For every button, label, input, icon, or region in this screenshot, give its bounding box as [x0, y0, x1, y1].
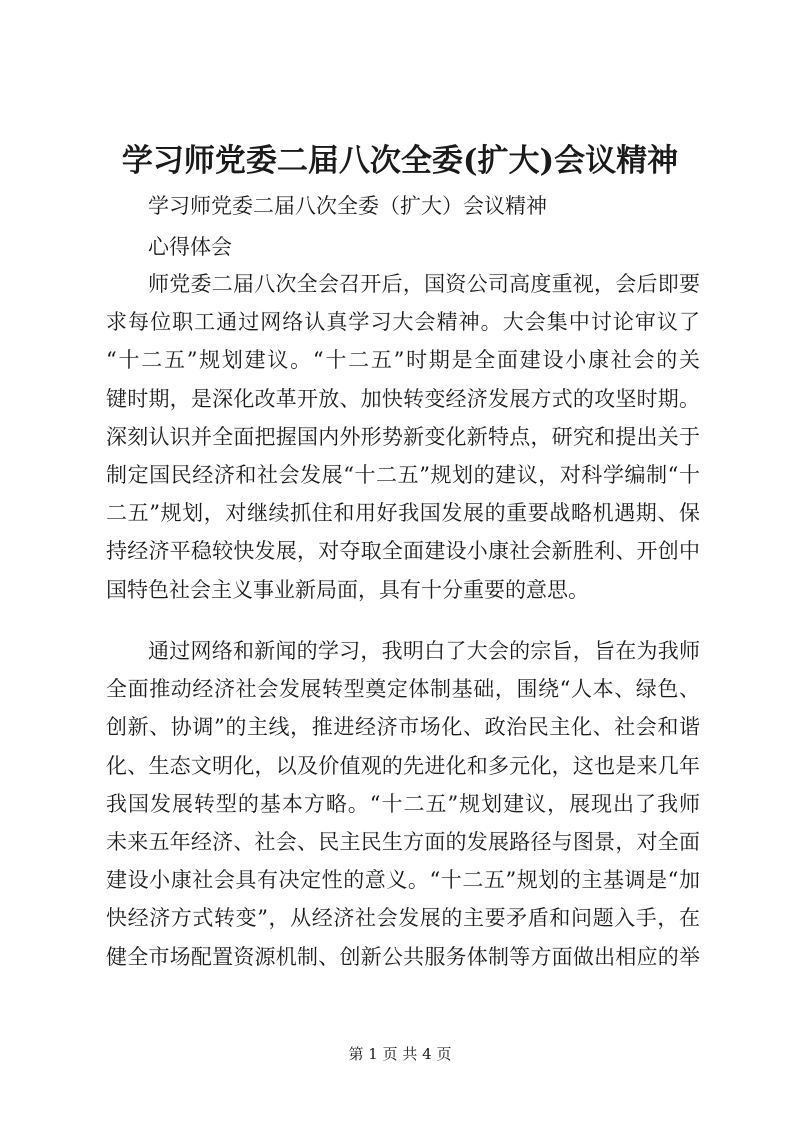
- subtitle-line-1: 学习师党委二届八次全委（扩大）会议精神: [148, 194, 547, 218]
- paragraph-line: “十二五”规划建议。“十二五”时期是全面建设小康社会的关: [106, 348, 700, 373]
- paragraph-line: 通过网络和新闻的学习，我明白了大会的宗旨，旨在为我师: [148, 639, 700, 663]
- paragraph-line: 全面推动经济社会发展转型奠定体制基础，围绕“人本、绿色、: [106, 677, 700, 702]
- paragraph-line: 键时期，是深化改革开放、加快转变经济发展方式的攻坚时期。: [106, 386, 700, 411]
- paragraph-line: 国特色社会主义事业新局面，具有十分重要的意思。: [106, 577, 589, 602]
- paragraph-line: 创新、协调”的主线，推进经济市场化、政治民主化、社会和谐: [106, 715, 700, 740]
- page-number-footer: 第 1 页 共 4 页: [348, 1045, 452, 1063]
- paragraph-2: [106, 632, 700, 976]
- paragraph-line: 求每位职工通过网络认真学习大会精神。大会集中讨论审议了: [106, 310, 700, 335]
- paragraph-line: 制定国民经济和社会发展“十二五”规划的建议，对科学编制“十: [106, 462, 700, 487]
- paragraph-line: 未来五年经济、社会、民主民生方面的发展路径与图景，对全面: [106, 829, 700, 854]
- paragraph-line: 快经济方式转变”，从经济社会发展的主要矛盾和问题入手，在: [106, 906, 700, 931]
- paragraph-line: 持经济平稳较快发展，对夺取全面建设小康社会新胜利、开创中: [106, 539, 700, 564]
- paragraph-1: [106, 265, 700, 609]
- subtitle-line-2: 心得体会: [148, 235, 232, 259]
- paragraph-line: 深刻认识并全面把握国内外形势新变化新特点，研究和提出关于: [106, 424, 700, 449]
- paragraph-line: 二五”规划，对继续抓住和用好我国发展的重要战略机遇期、保: [106, 501, 700, 526]
- paragraph-line: 师党委二届八次全会召开后，国资公司高度重视，会后即要: [148, 272, 700, 296]
- paragraph-line: 建设小康社会具有决定性的意义。“十二五”规划的主基调是“加: [106, 868, 700, 893]
- document-title: 学习师党委二届八次全委(扩大)会议精神: [121, 143, 679, 179]
- paragraph-line: 我国发展转型的基本方略。“十二五”规划建议，展现出了我师: [106, 791, 700, 816]
- paragraph-line: 健全市场配置资源机制、创新公共服务体制等方面做出相应的举: [106, 944, 700, 969]
- paragraph-line: 化、生态文明化，以及价值观的先进化和多元化，这也是来几年: [106, 753, 700, 778]
